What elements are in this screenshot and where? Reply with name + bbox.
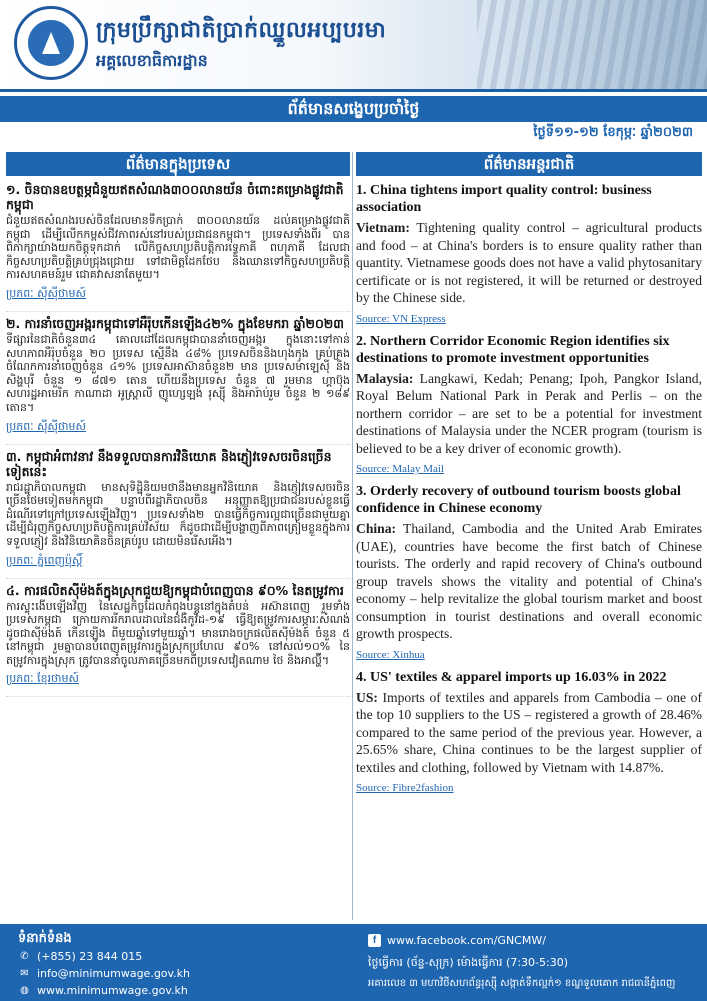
domestic-news-heading: ព័ត៌មានក្នុងប្រទេស (6, 152, 350, 176)
facebook-link[interactable]: www.facebook.com/GNCMW/ (387, 934, 546, 947)
bulletin-title: ព័ត៌មានសង្ខេបប្រចាំថ្ងៃ (0, 96, 707, 122)
facebook-icon: f (368, 934, 381, 947)
news-body: រាជរដ្ឋាភិបាលកម្ពុជា មានសុទិដ្ឋិនិយមថានឹងមានអ្នកវិនិយោគ និងភ្ញៀវទេសចរចិនច្រើនថែមទៀតមកកម្ពុជា បន្ទាប់ពីរដ្ឋាភិបាលចិន អនុញ្ញាតឱ្យប្រជាជនរបស់ខ្លួនធ្វើដំណើរទៅក្រៅប្រទេសឡើងវិញ។ ប្រទេសទាំង២ បានធ្វើកិច្ចការល្អជាច្រើនជាមួយគ្នា ដើម្បីជំរុញកិច្ចសហប្រតិបត្តិការគ្រប់វិស័យ ក៏ដូចជាដើម្បីបង្ហាញពីភាពត្រៀមខ្លួនក្នុងការទទួលភ្ញៀវ និងវិនិយោគិនចិនគ្រប់រូប ដោយមិនរើសអើង។ (6, 480, 350, 548)
logo-emblem-icon (26, 18, 76, 68)
news-source-link[interactable]: Source: Malay Mail (356, 463, 444, 475)
facebook-row (368, 934, 546, 947)
phone-row (18, 950, 142, 963)
news-title: ៤. ការផលិតស៊ីម៉ងត៍ក្នុងស្រុកជួយឱ្យកម្ពុជាបំពេញបាន ៩០% នៃតម្រូវការ (6, 582, 344, 598)
email-link[interactable]: info@minimumwage.gov.kh (37, 967, 191, 980)
news-country: US: (356, 689, 378, 705)
news-body: Vietnam: Tightening quality control – agricultural products and food – at China's borders is to ensure quality rather than quantity. Vietnamese goods does not have a valid phytosanitary certificate or is not registered, it will be returned or destroyed by the Chinese side. (356, 220, 702, 305)
international-news-item (356, 333, 702, 482)
news-body: Malaysia: Langkawi, Kedah; Penang; Ipoh, Pangkor Island, Royal Belum National Park in Perak and Perlis – on the northern corridor – are set to be a potential for investment destinations of Malaysia under the NCER program (tourism is believed to be a key driver of economic growth). (356, 370, 702, 456)
header-decoration (477, 0, 707, 92)
news-body: China: Thailand, Cambodia and the United Arab Emirates (UAE), countries have become the first batch of Chinese tourists. The orderly and rapid recovery of China's outbound group travels shows the vitality and potential of China's economy – help revitalize the global tourism market and boost consumption in tourist destinations and overall economic growth prospects. (356, 521, 702, 641)
page-footer (0, 924, 707, 1001)
news-title: ១. ចិនបានឧបត្ថម្ភជំនួយឥតសំណង៣០០លានយ័ន ចំពោះគម្រោងផ្លូវជាតិកម្ពុជា (6, 182, 344, 212)
international-news-heading: ព័ត៌មានអន្តរជាតិ (356, 152, 702, 176)
org-name: ក្រុមប្រឹក្សាជាតិប្រាក់ឈ្នួលអប្បបរមា (96, 17, 387, 42)
news-source-link[interactable]: ប្រភពៈ ស៊ីស៊ីថាមស៍ (6, 419, 86, 433)
domestic-news-item (6, 316, 350, 445)
international-news-item (356, 669, 702, 801)
phone-icon: ✆ (20, 951, 29, 962)
ncmw-logo (14, 6, 88, 80)
working-hours: ថ្ងៃធ្វើការ (ច័ន្ទ-សុក្រ) ម៉ោងធ្វើការ (7:30-5:30) (368, 956, 568, 969)
office-address: អគារលេខ ៣ មហាវិថីសហព័ន្ធរុស្ស៊ី សង្កាត់ទឹកល្អក់១ ខណ្ឌទួលគោក រាជធានីភ្នំពេញ (368, 978, 676, 989)
domestic-news-item (6, 182, 350, 312)
bulletin-date: ថ្ងៃទី១១-១២ ខែកុម្ភៈ ឆ្នាំ២០២៣ (533, 125, 693, 140)
contact-title: ទំនាក់ទំនង (18, 931, 72, 946)
email-row (18, 967, 190, 980)
phone-number[interactable]: (+855) 23 844 015 (37, 950, 143, 963)
news-source-link[interactable]: ប្រភពៈ ភ្នំពេញប៉ុស្តិ៍ (6, 553, 83, 567)
news-country: Vietnam: (356, 220, 410, 235)
news-title: 3. Orderly recovery of outbound tourism boosts global confidence in Chinese economy (356, 484, 681, 516)
globe-icon: ◍ (20, 985, 29, 996)
news-body: US: Imports of textiles and apparels from Cambodia – one of the top 10 suppliers to the US – registered a growth of 28.46% compared to the same period of the previous year. However, a 25.65% share, China continues to be the largest supplier of textiles and clothing, followed by Vietnam with 14.87%. (356, 689, 702, 775)
news-source-link[interactable]: ប្រភពៈ ខ្មែរថាមស៍ (6, 672, 79, 686)
news-title: 2. Northern Corridor Economic Region identifies six destinations to promote investment opportunities (356, 333, 670, 366)
news-country: Malaysia: (356, 370, 414, 386)
news-source-link[interactable]: ប្រភពៈ ស៊ីស៊ីថាមស៍ (6, 286, 86, 300)
page-header (0, 0, 707, 92)
news-title: 4. US' textiles & apparel imports up 16.03% in 2022 (356, 669, 667, 685)
international-news-item (356, 483, 702, 667)
international-news-column (356, 152, 702, 920)
news-title: ២. ការនាំចេញអង្ករកម្ពុជាទៅអឺរ៉ុបកើនឡើង៤២% ក្នុងខែមករា ឆ្នាំ២០២៣ (6, 315, 344, 331)
news-source-link[interactable]: Source: VN Express (356, 312, 446, 325)
news-body: ទីផ្សារនៃជាតិចំនួន៣៤ គោលដៅដែលកម្ពុជាបាននាំចេញអង្ករ ក្នុងនោះទៅកាន់សហភាពអឺរ៉ុបចំនួន ២០ ប្រទេស ស្មើនឹង ៤៨% ប្រទេសចិននិងហុងកុង គ្រប់គ្រងចំណែកការនាំចេញចំនួន ៤១% ប្រទេសអាស៊ានចំនួន២ មាន ប្រទេសម៉ាឡេស៊ី និង សិង្ហបុរី ចំនួន ១ ៨៧១ តោន ហើយនឹងប្រទេស ចំនួន ៧ រួមមាន ហ្គាប៊ុង សហរដ្ឋអាមេរិក កាណាដា អូស្ត្រាលី ញូហ្សេឡង់ រុស្ស៊ី និងអារ៉ាប់រួម ចំនួន ២ ១៨៩ តោន។ (6, 332, 350, 414)
news-title: 1. China tightens import quality control: business association (356, 183, 652, 215)
website-row (18, 984, 188, 997)
news-source-link[interactable]: Source: Fibre2fashion (356, 782, 454, 794)
domestic-news-item (6, 449, 350, 579)
domestic-news-item (6, 583, 350, 698)
news-country: China: (356, 521, 397, 536)
domestic-news-column (6, 152, 350, 920)
news-source-link[interactable]: Source: Xinhua (356, 648, 425, 661)
email-icon: ✉ (20, 968, 29, 979)
international-news-item (356, 182, 702, 331)
org-subtitle: អគ្គលេខាធិការដ្ឋាន (96, 53, 208, 70)
news-title: ៣. កម្ពុជាអំពាវនាវ នឹងទទួលបានការវិនិយោគ និងភ្ញៀវទេសចរចិនច្រើនទៀតនេះ (6, 448, 332, 479)
column-divider (352, 152, 353, 920)
news-body: ជំនួយឥតសំណងរបស់ចិនដែលមានទឹកប្រាក់ ៣០០លានយ័ន ដល់គម្រោងផ្លូវជាតិកម្ពុជា ដើម្បីលើកកម្ពស់ជីវភាពរស់នៅរបស់ប្រជាជនកម្ពុជា។ ប្រទេសទាំងពីរ បានពិភាក្សាយ៉ាងយកចិត្តទុកដាក់ លើកិច្ចសហប្រតិបត្តិការទ្វេភាគី ពហុភាគី ដែលជាកិច្ចសហប្រតិបត្តិគ្រប់ជ្រុងជ្រោយ ទៅជាមិត្តដែកថែប និងឈានទៅកិច្ចសហប្រតិបត្តិការសហគមន៍រួម ជោគវាសនាតែមួយ។ (6, 214, 350, 282)
news-body: ការស្ទុះងើបឡើងវិញ នៃសេដ្ឋកិច្ចដែលកំពុងបន្តនៅក្នុងតំបន់ អស៊ានពេញ រួមទាំងប្រទេសកម្ពុជា ក្រោយការរីករាលដាលនៃជំងឺកូវីដ-១៩ ធ្វើឱ្យតម្រូវការសម្ភារៈសំណង់ ដូចជាស៊ីម៉ងត៍ កើនឡើង ពីមួយឆ្នាំទៅមួយឆ្នាំ។ មានរោងចក្រផលិតស៊ីម៉ងត៍ ចំនួន ៥ នៅកម្ពុជា រួមគ្នាបានបំពេញតម្រូវការក្នុងស្រុកប្រហែល ៩០% នៅសល់១០% នៃតម្រូវការក្នុងស្រុក ត្រូវបាននាំចូលភាគច្រើនមកពីប្រទេសវៀតណាម ថៃ និងអាល្ហ៊ី។ (6, 599, 350, 667)
website-link[interactable]: www.minimumwage.gov.kh (37, 984, 188, 997)
